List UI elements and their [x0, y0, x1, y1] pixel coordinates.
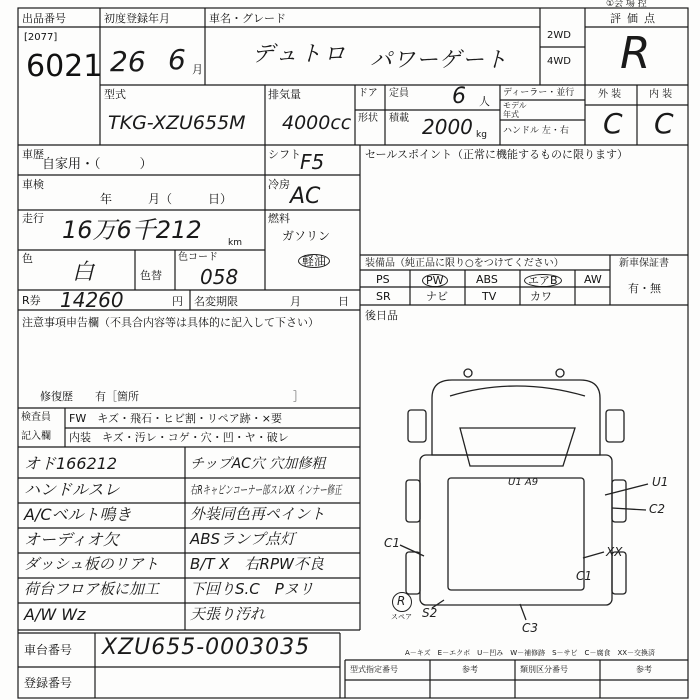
exterior-label: 外 装 [598, 89, 622, 100]
diagram-wheel-rear-left [406, 552, 420, 594]
registration-label: 登録番号 [24, 676, 73, 690]
model-code: TKG-XZU655M [108, 112, 246, 134]
diagram-windshield [460, 428, 575, 466]
overall-score: R [620, 28, 651, 79]
diagram-leader-c2 [612, 508, 646, 510]
inspection-value: 年 月（ 日） [100, 192, 233, 206]
diagram-mark: C1 [384, 536, 401, 550]
remark-right: 天張り汚れ [190, 605, 266, 623]
chassis-label: 車台番号 [24, 643, 73, 657]
equipment-ps: PS [376, 273, 390, 286]
equipment-tv: TV [482, 290, 497, 303]
warranty-label: 新車保証書 [619, 258, 669, 269]
inspector-label-2: 記入欄 [21, 431, 51, 442]
first-registration-month: 6 [168, 43, 186, 76]
remark-right: 右Rキャビンコーナー部スレXX インナー修正 [190, 483, 342, 497]
diagram-bed-floor [448, 478, 584, 590]
drive-4wd: 4WD [547, 56, 571, 67]
shape-label: 形状 [358, 113, 378, 124]
first-registration-year: 26 [110, 45, 146, 78]
equipment-abs: ABS [476, 273, 498, 286]
month-unit: 月 [192, 63, 203, 76]
equipment-pw: PW [422, 274, 448, 287]
model-label: 型式 [104, 88, 126, 101]
fuel-diesel: 軽油 [298, 254, 330, 268]
inspector-label-1: 検査員 [21, 412, 51, 423]
diagram-mirror-right [606, 410, 624, 442]
recycle-unit: 円 [172, 295, 183, 308]
recycle-value: 14260 [60, 288, 124, 312]
venue-copy-label: ①会 場 控 [606, 0, 647, 9]
dealer-label: ディーラー・並行 [503, 88, 575, 98]
car-name: デュトロ [252, 42, 348, 67]
color-change-label: 色替 [140, 269, 162, 282]
capacity-unit: 人 [479, 95, 490, 108]
remark-right: ABSランプ点灯 [190, 530, 296, 548]
door-label: ドア [358, 88, 378, 99]
lot-number-label: 出品番号 [22, 12, 66, 25]
car-grade: パワーゲート [370, 48, 509, 73]
diagram-mark: C2 [649, 502, 666, 516]
shift-value: F5 [300, 150, 325, 174]
capacity-label: 定員 [389, 88, 409, 99]
remark-left: ハンドルスレ [24, 480, 120, 499]
warranty-value: 有・無 [628, 282, 661, 295]
notes-label: 注意事項申告欄（不具合内容等は具体的に記入して下さい） [22, 316, 319, 329]
chassis-number: XZU655-0003035 [102, 635, 311, 660]
spare-tire-mark: R [397, 594, 406, 608]
first-registration-label: 初度登録年月 [104, 12, 170, 25]
name-change-day: 日 [338, 295, 349, 308]
diagram-mark: C3 [522, 621, 539, 635]
lot-code: [2077] [24, 32, 58, 43]
remark-right: B/T X 右RPW不良 [190, 555, 324, 573]
remark-left: 荷台フロア板に加工 [24, 580, 160, 598]
remark-right: 下回りS.C Pヌリ [190, 580, 314, 598]
capacity-value: 6 [452, 84, 466, 109]
type-number-label: 型式指定番号 [350, 665, 398, 674]
diagram-wheel-front-left [406, 480, 420, 522]
spare-tire-label: スペア [391, 613, 412, 621]
equipment-label: 装備品（純正品に限り○をつけてください） [365, 258, 564, 269]
name-change-label: 名変期限 [194, 295, 238, 308]
diagram-front-lamp-right [556, 369, 564, 377]
color-code-label: 色コード [178, 252, 218, 263]
load-value: 2000 [422, 115, 473, 139]
interior-score: C [654, 107, 674, 140]
diagram-mirror-left [408, 410, 426, 442]
fuel-label: 燃料 [268, 212, 290, 225]
score-label: 評価点 [610, 12, 661, 25]
equipment-navi: ナビ [426, 290, 448, 303]
shift-label: シフト [268, 148, 301, 161]
remark-right: 外装同色再ペイント [190, 505, 326, 523]
fuel-gasoline: ガソリン [282, 229, 331, 243]
remark-left: ダッシュ板のリアト [24, 555, 159, 573]
aircon-label: 冷房 [268, 178, 290, 191]
mileage-label: 走行 [22, 212, 44, 225]
equipment-aw: AW [584, 273, 602, 286]
diagram-front-lamp-left [464, 369, 472, 377]
interior-label: 内 装 [649, 89, 673, 100]
load-label: 積載 [389, 113, 409, 124]
later-items-label: 後日品 [365, 309, 398, 322]
displacement-value: 4000cc [282, 112, 352, 134]
model-year-label-1: モデル [503, 101, 527, 110]
sales-point-label: セールスポイント（正常に機能するものに限ります） [365, 148, 629, 161]
class-number-label: 類別区分番号 [520, 665, 568, 674]
remark-left: A/W Wz [24, 605, 86, 624]
equipment-airbag: エアB [524, 274, 562, 287]
reference-label-1: 参考 [462, 665, 478, 674]
lot-number: 6021 [26, 49, 103, 84]
reference-label-2: 参考 [636, 665, 652, 674]
remark-left: オド166212 [24, 454, 118, 473]
recycle-label: R券 [22, 294, 41, 307]
repair-history: 修復歴 有［箇所 ］ [40, 390, 304, 403]
car-name-label: 車名・グレード [209, 12, 286, 25]
exterior-score: C [603, 107, 623, 140]
history-value: 自家用・（ ） [42, 157, 153, 172]
color-label: 色 [22, 252, 33, 265]
mileage-value: 16万6千212 [62, 216, 202, 244]
diagram-mark: S2 [422, 606, 438, 620]
diagram-mark: XX [606, 545, 623, 559]
remark-left: A/Cベルト鳴き [24, 505, 132, 524]
diagram-leader-c3 [520, 604, 526, 620]
inspection-label: 車検 [22, 178, 44, 191]
equipment-sr: SR [376, 290, 391, 303]
history-label: 車歴 [22, 148, 44, 161]
handle-label: ハンドル 左・右 [503, 126, 569, 136]
remark-right: チップAC穴 穴加修粗 [190, 456, 326, 472]
color-code-value: 058 [200, 265, 239, 289]
diagram-wheel-front-right [612, 480, 626, 522]
displacement-label: 排気量 [268, 88, 301, 101]
diagram-leader-xx [583, 552, 604, 558]
inspector-row-fw: FW キズ・飛石・ヒビ割・リペア跡・×要 [69, 412, 282, 425]
mileage-unit: km [228, 238, 242, 248]
diagram-mark: U1 A9 [508, 477, 539, 488]
diagram-mark: U1 [652, 475, 669, 489]
equipment-leather: カワ [530, 290, 552, 303]
diagram-mark: C1 [576, 569, 593, 583]
model-year-label-2: 年式 [503, 110, 519, 119]
load-unit: kg [476, 130, 487, 140]
drive-2wd: 2WD [547, 30, 571, 41]
name-change-month: 月 [290, 295, 301, 308]
aircon-value: AC [290, 184, 321, 209]
damage-legend: A－キズ E－エクボ U－凹み W－補修跡 S－サビ C－腐食 XX－交換済 [405, 649, 656, 657]
remark-left: オーディオ欠 [24, 530, 119, 549]
diagram-hood-line [450, 386, 585, 396]
inspector-row-interior: 内装 キズ・汚レ・コゲ・穴・凹・ヤ・破レ [69, 431, 289, 444]
diagram-cab-outline [432, 380, 600, 455]
color-value: 白 [72, 260, 95, 285]
